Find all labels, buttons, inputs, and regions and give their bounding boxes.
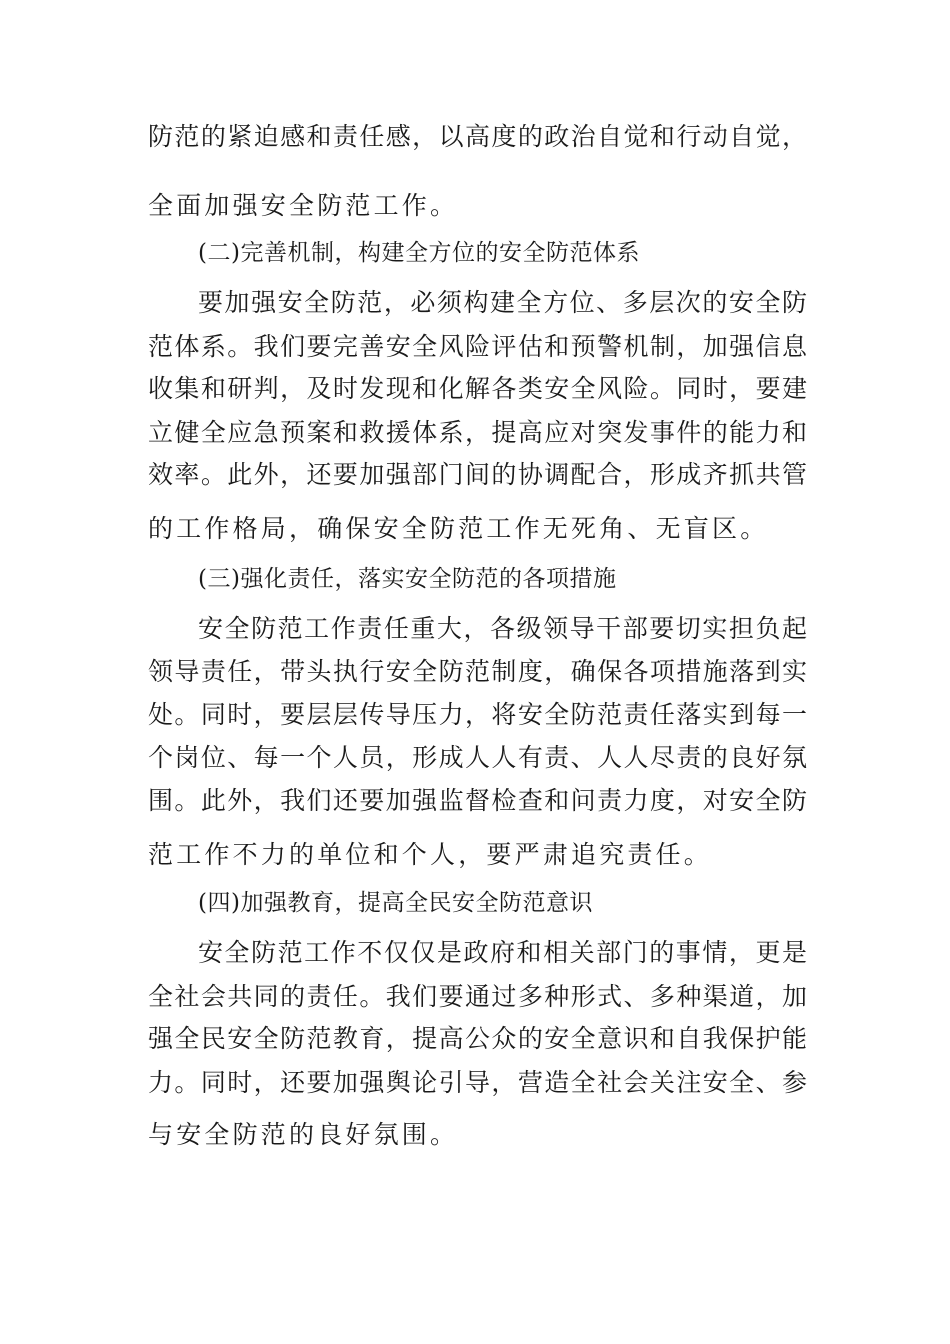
body-line: 效率。此外，还要加强部门间的协调配合，形成齐抓共管 (148, 460, 808, 489)
paragraph-first-line: 要加强安全防范，必须构建全方位、多层次的安全防 (198, 288, 808, 317)
body-line: 范体系。我们要完善安全风险评估和预警机制，加强信息 (148, 332, 808, 361)
body-line: 围。此外，我们还要加强监督检查和问责力度，对安全防 (148, 786, 808, 815)
body-line: 的工作格局，确保安全防范工作无死角、无盲区。 (148, 514, 769, 543)
body-line: 收集和研判，及时发现和化解各类安全风险。同时，要建 (148, 374, 808, 403)
body-line: 处。同时，要层层传导压力，将安全防范责任落实到每一 (148, 700, 808, 729)
body-line: 强全民安全防范教育，提高公众的安全意识和自我保护能 (148, 1024, 808, 1053)
body-line: 立健全应急预案和救援体系，提高应对突发事件的能力和 (148, 418, 808, 447)
body-line: 全面加强安全防范工作。 (148, 191, 459, 220)
paragraph-first-line: 安全防范工作责任重大，各级领导干部要切实担负起 (198, 614, 808, 643)
body-line: 全社会共同的责任。我们要通过多种形式、多种渠道，加 (148, 982, 808, 1011)
paragraph-first-line: 安全防范工作不仅仅是政府和相关部门的事情，更是 (198, 938, 808, 967)
body-line: 力。同时，还要加强舆论引导，营造全社会关注安全、参 (148, 1068, 808, 1097)
section-heading-4: (四)加强教育，提高全民安全防范意识 (198, 890, 593, 916)
body-line: 防范的紧迫感和责任感，以高度的政治自觉和行动自觉， (148, 122, 808, 151)
body-line: 个岗位、每一个人员，形成人人有责、人人尽责的良好氛 (148, 743, 808, 772)
body-line: 与安全防范的良好氛围。 (148, 1120, 459, 1149)
section-heading-3: (三)强化责任，落实安全防范的各项措施 (198, 566, 617, 592)
body-line: 领导责任，带头执行安全防范制度，确保各项措施落到实 (148, 657, 808, 686)
body-line: 范工作不力的单位和个人，要严肃追究责任。 (148, 840, 713, 869)
section-heading-2: (二)完善机制，构建全方位的安全防范体系 (198, 240, 640, 266)
